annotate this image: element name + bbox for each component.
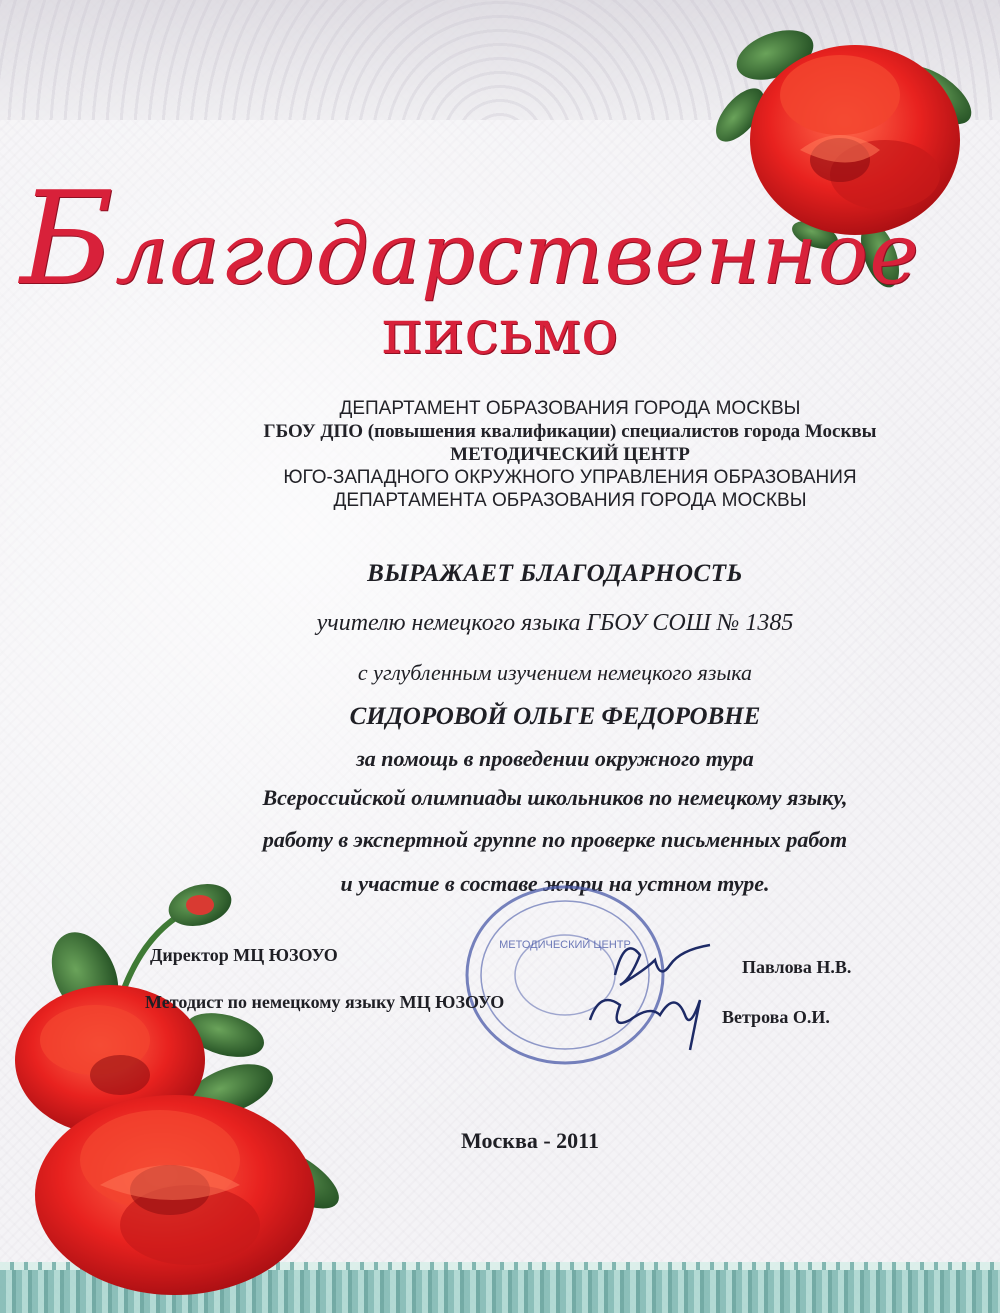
issuer-line-2: ГБОУ ДПО (повышения квалификации) специалистов города Москвы xyxy=(263,421,877,442)
recipient-name: СИДОРОВОЙ ОЛЬГЕ ФЕДОРОВНЕ xyxy=(349,703,761,730)
recipient-line-2: с углубленным изучением немецкого языка xyxy=(357,660,753,685)
title-rest: лагодарственное xyxy=(115,205,920,303)
signatory-role-director: Директор МЦ ЮЗОУО xyxy=(150,945,338,965)
reason-line-1: за помощь в проведении окружного тура xyxy=(356,746,754,771)
reason-line-2: Всероссийской олимпиады школьников по немецкому языку, xyxy=(262,785,848,810)
title-line-1 xyxy=(0,165,970,314)
issuer-line-4: ЮГО-ЗАПАДНОГО ОКРУЖНОГО УПРАВЛЕНИЯ ОБРАЗОВАНИЯ xyxy=(283,467,857,488)
stamp-text: МЕТОДИЧЕСКИЙ ЦЕНТР xyxy=(499,939,631,951)
place-and-year: Москва - 2011 xyxy=(461,1128,599,1153)
reason-line-3: работу в экспертной группе по проверке письменных работ xyxy=(262,827,848,852)
expresses-gratitude-heading: ВЫРАЖАЕТ БЛАГОДАРНОСТЬ xyxy=(367,560,743,587)
issuer-line-5: ДЕПАРТАМЕНТА ОБРАЗОВАНИЯ ГОРОДА МОСКВЫ xyxy=(333,490,807,511)
handwritten-signatures xyxy=(560,920,740,1060)
issuer-block xyxy=(140,397,1000,512)
issuer-line-3: МЕТОДИЧЕСКИЙ ЦЕНТР xyxy=(450,444,690,465)
recipient-line-1: учителю немецкого языка ГБОУ СОШ № 1385 xyxy=(316,610,794,636)
title-capital-letter: Б xyxy=(20,165,116,314)
reason-line-4: и участие в составе жюри на устном туре. xyxy=(340,871,770,896)
signatory-name-methodist: Ветрова О.И. xyxy=(722,1007,830,1027)
signatory-role-methodist: Методист по немецкому языку МЦ ЮЗОУО xyxy=(145,992,505,1012)
issuer-line-1: ДЕПАРТАМЕНТ ОБРАЗОВАНИЯ ГОРОДА МОСКВЫ xyxy=(339,398,801,419)
signatory-name-director: Павлова Н.В. xyxy=(742,957,852,977)
title-line-2: письмо xyxy=(381,295,619,368)
